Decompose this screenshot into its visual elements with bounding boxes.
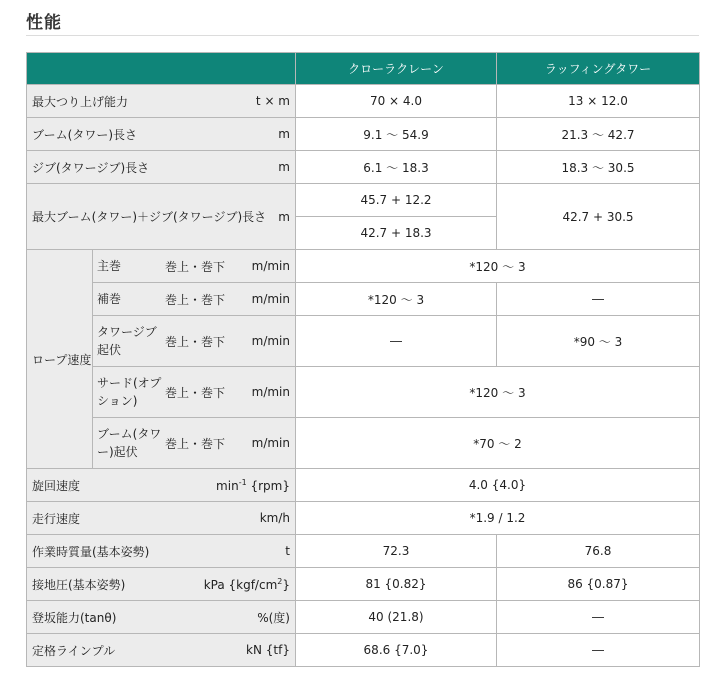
row-rope-boom: [27, 418, 700, 469]
row-operating-weight: [27, 535, 700, 568]
value-cell: 70 × 4.0: [296, 85, 497, 118]
value-cell: *120 ～ 3: [296, 367, 700, 418]
row-label: ブーム(タワー)長さ: [32, 127, 138, 142]
sub-label: タワージブ起伏: [97, 325, 157, 357]
value-cell: *90 ～ 3: [497, 316, 700, 367]
row-swing-speed: [27, 469, 700, 502]
value-cell: 9.1 ～ 54.9: [296, 118, 497, 151]
sub-label: 補巻: [97, 292, 122, 306]
value-cell: 68.6 {7.0}: [296, 634, 497, 667]
row-jib-length: [27, 151, 700, 184]
row-unit: kN {tf}: [246, 643, 290, 657]
row-rope-tower-jib: [27, 316, 700, 367]
header-luffing-tower: ラッフィングタワー: [497, 53, 700, 85]
value-cell: ―: [497, 601, 700, 634]
value-cell: *1.9 / 1.2: [296, 502, 700, 535]
sub-label: サード(オプション): [97, 376, 162, 408]
header-crawler-crane: クローラクレーン: [296, 53, 497, 85]
row-label: 最大ブーム(タワー)＋ジブ(タワージブ)長さ: [32, 210, 267, 224]
value-cell: ―: [497, 283, 700, 316]
row-max-lift: [27, 85, 700, 118]
row-unit: m: [278, 127, 290, 141]
sub-label: ブーム(タワー)起伏: [97, 427, 162, 459]
sub-label: 主巻: [97, 259, 122, 273]
value-cell: 86 {0.87}: [497, 568, 700, 601]
row-label: 接地圧(基本姿勢): [32, 577, 126, 592]
value-cell: 4.0 {4.0}: [296, 469, 700, 502]
row-rated-line-pull: [27, 634, 700, 667]
sub-direction: 巻上・巻下: [165, 385, 226, 400]
value-cell: 40 (21.8): [296, 601, 497, 634]
row-unit: m: [278, 209, 290, 224]
row-label: 定格ラインプル: [32, 643, 116, 658]
row-unit: m: [278, 160, 290, 174]
row-travel-speed: [27, 502, 700, 535]
row-unit: m/min: [251, 436, 290, 450]
value-cell: ―: [296, 316, 497, 367]
row-unit: km/h: [259, 511, 290, 525]
row-unit: %(度): [257, 610, 290, 625]
value-cell: *70 ～ 2: [296, 418, 700, 469]
spec-table: [26, 52, 700, 667]
row-rope-main: [27, 250, 700, 283]
rope-speed-label: ロープ速度: [27, 250, 93, 469]
row-ground-pressure: [27, 568, 700, 601]
title-divider: [26, 35, 699, 36]
sub-direction: 巻上・巻下: [165, 334, 226, 349]
row-unit: kPa $\{kgf/cm^2\}$: [203, 576, 290, 592]
sub-direction: 巻上・巻下: [165, 436, 226, 451]
header-blank-cell: [27, 53, 296, 85]
row-label: 作業時質量(基本姿勢): [32, 544, 150, 559]
row-rope-third: [27, 367, 700, 418]
row-label: 最大つり上げ能力: [32, 94, 129, 109]
value-cell: ―: [497, 634, 700, 667]
row-unit: $\min^{-1} \{rpm\}$: [216, 477, 290, 493]
row-boom-length: [27, 118, 700, 151]
value-cell: *120 ～ 3: [296, 250, 700, 283]
row-max-total-length: [27, 184, 700, 217]
row-unit: m/min: [251, 259, 290, 273]
row-unit: m/min: [251, 334, 290, 348]
value-cell: 42.7 + 30.5: [497, 184, 700, 250]
value-cell: 42.7 + 18.3: [296, 217, 497, 250]
row-label: 走行速度: [32, 511, 81, 526]
value-cell: 13 × 12.0: [497, 85, 700, 118]
row-rope-aux: [27, 283, 700, 316]
value-cell: 76.8: [497, 535, 700, 568]
header-row: [27, 53, 700, 85]
value-cell: *120 ～ 3: [296, 283, 497, 316]
row-unit: t × m: [255, 94, 290, 108]
value-cell: 81 {0.82}: [296, 568, 497, 601]
page-title: 性能: [26, 13, 62, 33]
row-label: ジブ(タワージブ)長さ: [32, 160, 150, 175]
value-cell: 18.3 ～ 30.5: [497, 151, 700, 184]
row-unit: t: [285, 544, 290, 558]
row-gradeability: [27, 601, 700, 634]
row-label: 旋回速度: [32, 478, 81, 493]
sub-direction: 巻上・巻下: [165, 292, 226, 307]
sub-direction: 巻上・巻下: [165, 259, 226, 274]
row-unit: m/min: [251, 385, 290, 399]
row-label: 登坂能力(tanθ): [32, 610, 117, 625]
value-cell: 45.7 + 12.2: [296, 184, 497, 217]
value-cell: 72.3: [296, 535, 497, 568]
row-unit: m/min: [251, 292, 290, 306]
value-cell: 21.3 ～ 42.7: [497, 118, 700, 151]
value-cell: 6.1 ～ 18.3: [296, 151, 497, 184]
